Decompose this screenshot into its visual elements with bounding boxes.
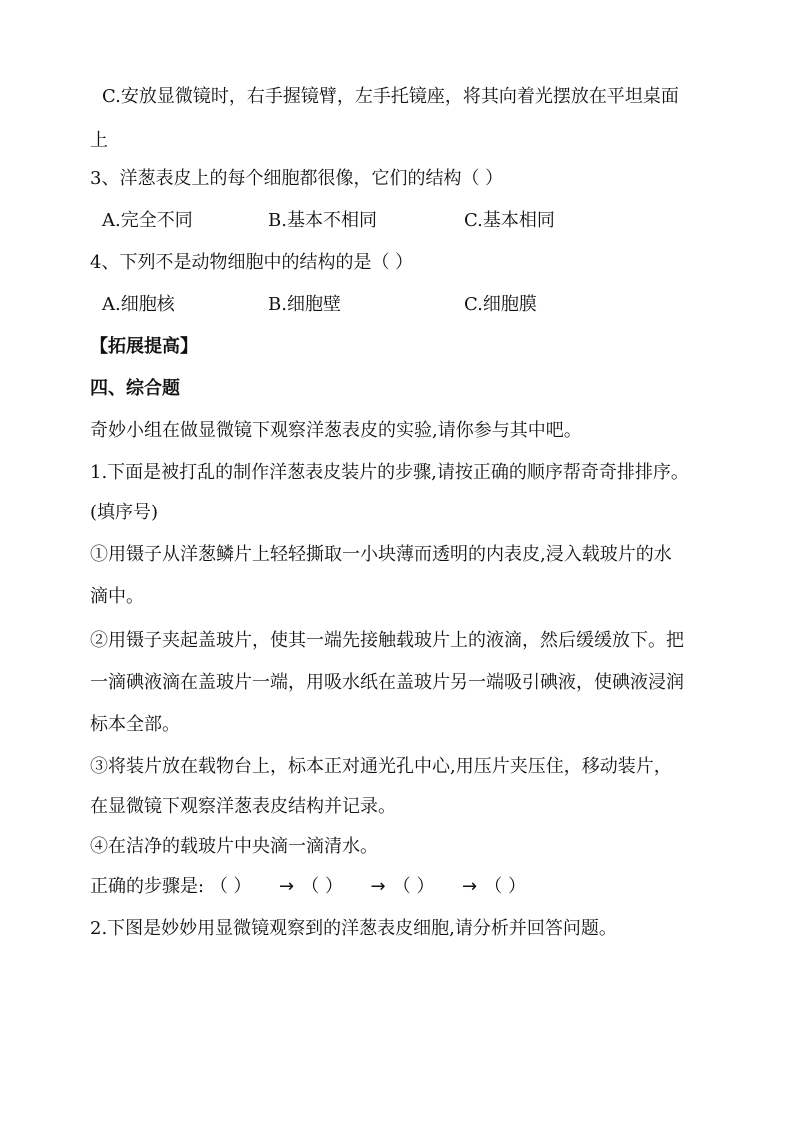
step2-line3: 标本全部。 [90,714,180,735]
step1-line2: 滴中。 [90,586,144,607]
arrow-icon: → [279,876,295,897]
q4-stem: 4、下列不是动物细胞中的结构的是（ ） [90,252,414,273]
section-heading-extend: 【拓展提高】 [90,336,198,357]
step2-line2: 一滴碘液滴在盖玻片一端，用吸水纸在盖玻片另一端吸引碘液，使碘液浸润 [90,672,684,693]
task1-line2: (填序号) [90,502,159,523]
answer-label: 正确的步骤是: [90,876,205,897]
q4-option-c: C.细胞膜 [464,294,537,315]
q3-option-a: A.完全不同 [102,210,193,231]
section-heading-four: 四、综合题 [90,378,180,399]
answer-blank-4: （ ） [484,876,526,897]
task1-line1: 1.下面是被打乱的制作洋葱表皮装片的步骤,请按正确的顺序帮奇奇排排序。 [90,462,689,483]
step3-line2: 在显微镜下观察洋葱表皮结构并记录。 [90,796,396,817]
q2-option-c-line1: C.安放显微镜时，右手握镜臂，左手托镜座，将其向着光摆放在平坦桌面 [102,86,679,107]
arrow-icon: → [370,876,386,897]
q4-options [90,294,730,316]
step3-line1: ③将装片放在载物台上，标本正对通光孔中心,用压片夹压住，移动装片， [90,756,672,777]
q4-option-a: A.细胞核 [102,294,175,315]
answer-blank-3: （ ） [392,876,435,897]
answer-blank-2: （ ） [301,876,344,897]
step1-line1: ①用镊子从洋葱鳞片上轻轻撕取一小块薄而透明的内表皮,浸入载玻片的水 [90,544,672,565]
q3-stem: 3、洋葱表皮上的每个细胞都很像，它们的结构（ ） [90,168,504,189]
answer-line [90,876,730,898]
q3-option-c: C.基本相同 [464,210,555,231]
step2-line1: ②用镊子夹起盖玻片，使其一端先接触载玻片上的液滴，然后缓缓放下。把 [90,630,684,651]
q4-option-b: B.细胞壁 [268,294,341,315]
q3-option-b: B.基本不相同 [268,210,377,231]
intro-text: 奇妙小组在做显微镜下观察洋葱表皮的实验,请你参与其中吧。 [90,420,582,441]
q2-option-c-line2: 上 [90,130,108,151]
answer-blank-1: （ ） [209,876,252,897]
arrow-icon: → [461,876,478,897]
q3-options [90,210,730,232]
step4-line1: ④在洁净的载玻片中央滴一滴清水。 [90,836,378,857]
task2-text: 2.下图是妙妙用显微镜观察到的洋葱表皮细胞,请分析并回答问题。 [90,918,617,939]
